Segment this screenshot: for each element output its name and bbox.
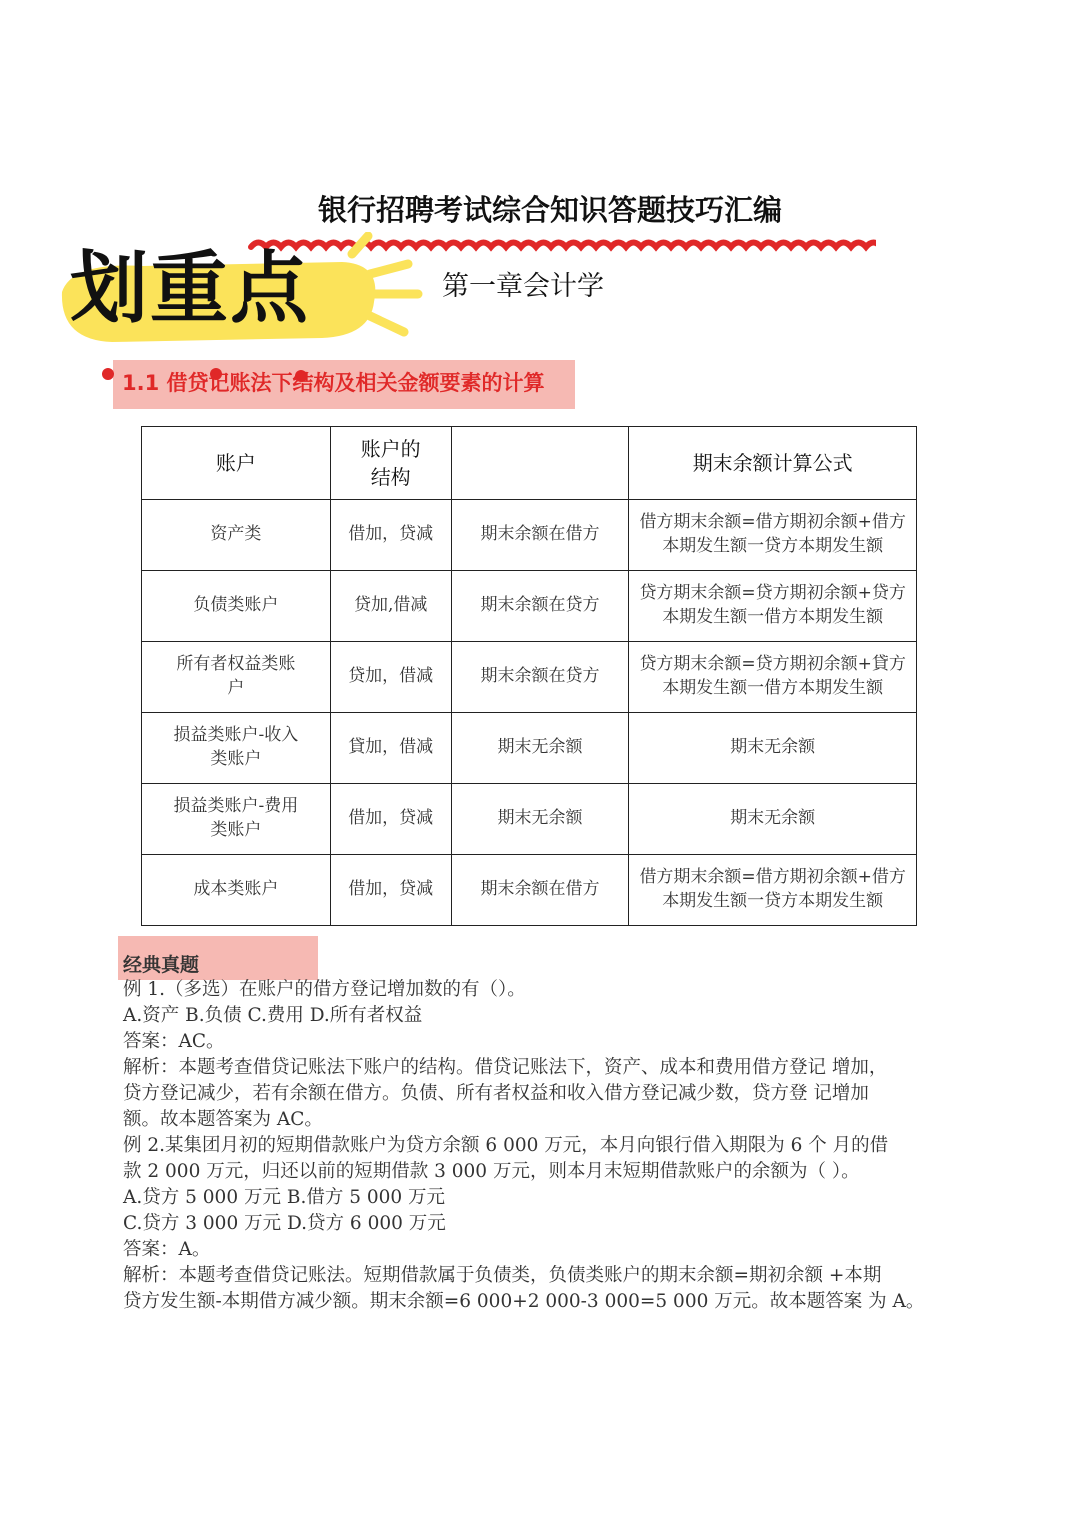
text-line: 款 2 000 万元，归还以前的短期借款 3 000 万元，则本月末短期借款账户的余额为（ ）。 xyxy=(123,1161,860,1182)
table-cell: 借方期末余额=借方期初余额+借方 本期发生额一贷方本期发生额 xyxy=(629,855,917,926)
table-cell: 贷方期末余额=贷方期初余额+貸方 本期发生额一借方本期发生额 xyxy=(629,642,917,713)
table-row xyxy=(142,713,917,784)
table-row xyxy=(142,571,917,642)
table-cell: 资产类 xyxy=(142,500,331,571)
text-line: 例 1.（多选）在账户的借方登记增加数的有（）。 xyxy=(123,979,526,1000)
table-cell: 贷加,借减 xyxy=(330,571,451,642)
classic-questions-heading: 经典真题 xyxy=(123,954,200,976)
text-line: 贷方发生额-本期借方减少额。期末余额=6 000+2 000-3 000=5 000 万元。故本题答案 为 A。 xyxy=(123,1291,925,1312)
table-cell: 借加，贷减 xyxy=(330,500,451,571)
table-cell: 贷方期末余额=贷方期初余额+贷方 本期发生额一借方本期发生额 xyxy=(629,571,917,642)
table-header-row xyxy=(142,427,917,500)
chapter-title: 第一章会计学 xyxy=(442,271,604,302)
sticker-label: 划重点 xyxy=(70,244,311,334)
text-line: 贷方登记减少，若有余额在借方。负债、所有者权益和收入借方登记减少数，贷方登 记增加 xyxy=(123,1083,869,1104)
text-line: 解析：本题考查借贷记账法下账户的结构。借贷记账法下，资产、成本和费用借方登记 增加， xyxy=(123,1057,888,1078)
table-cell: 期末无余额 xyxy=(629,784,917,855)
text-line: 答案：AC。 xyxy=(123,1031,225,1052)
table-row xyxy=(142,784,917,855)
table-cell: 所有者权益类账 户 xyxy=(142,642,331,713)
text-line: A.贷方 5 000 万元 B.借方 5 000 万元 xyxy=(123,1187,446,1208)
table-cell: 期末余额在贷方 xyxy=(451,642,629,713)
table-cell: 借加，贷减 xyxy=(330,855,451,926)
table-cell: 期末无余额 xyxy=(451,713,629,784)
table-cell: 期末余额在借方 xyxy=(451,500,629,571)
text-line: A.资产 B.负债 C.费用 D.所有者权益 xyxy=(123,1005,423,1026)
document-title: 银行招聘考试综合知识答题技巧汇编 xyxy=(317,193,782,227)
table-cell: 负债类账户 xyxy=(142,571,331,642)
table-cell: 期末无余额 xyxy=(451,784,629,855)
table-cell: 期末余额在借方 xyxy=(451,855,629,926)
table-cell: 借方期末余额=借方期初余额+借方 本期发生额一贷方本期发生额 xyxy=(629,500,917,571)
table-cell: 成本类账户 xyxy=(142,855,331,926)
table-cell: 期末余额在贷方 xyxy=(451,571,629,642)
header-cell: 账户 xyxy=(142,427,331,500)
text-line: 解析：本题考查借贷记账法。短期借款属于负债类，负债类账户的期末余额=期初余额 +本期 xyxy=(123,1265,882,1286)
table-row xyxy=(142,500,917,571)
text-line: 例 2.某集团月初的短期借款账户为贷方余额 6 000 万元，本月向银行借入期限为 6 个 月的借 xyxy=(123,1135,889,1156)
table-row xyxy=(142,642,917,713)
table-cell: 损益类账户-收入 类账户 xyxy=(142,713,331,784)
text-line: C.贷方 3 000 万元 D.贷方 6 000 万元 xyxy=(123,1213,446,1234)
header-cell xyxy=(451,427,629,500)
text-line: 额。故本题答案为 AC。 xyxy=(123,1109,323,1130)
table-cell: 贷加，借减 xyxy=(330,642,451,713)
header-cell: 期末余额计算公式 xyxy=(629,427,917,500)
section-heading: 1.1 借贷记账法下结构及相关金额要素的计算 xyxy=(122,371,545,395)
table-cell: 损益类账户-费用 类账户 xyxy=(142,784,331,855)
red-dot-icon xyxy=(102,368,114,380)
table-row xyxy=(142,855,917,926)
account-structure-table xyxy=(141,426,917,926)
text-line: 答案：A。 xyxy=(123,1239,211,1260)
header-cell: 账户的 结构 xyxy=(330,427,451,500)
table-cell: 期末无余额 xyxy=(629,713,917,784)
table-cell: 貸加，借减 xyxy=(330,713,451,784)
table-cell: 借加，贷减 xyxy=(330,784,451,855)
